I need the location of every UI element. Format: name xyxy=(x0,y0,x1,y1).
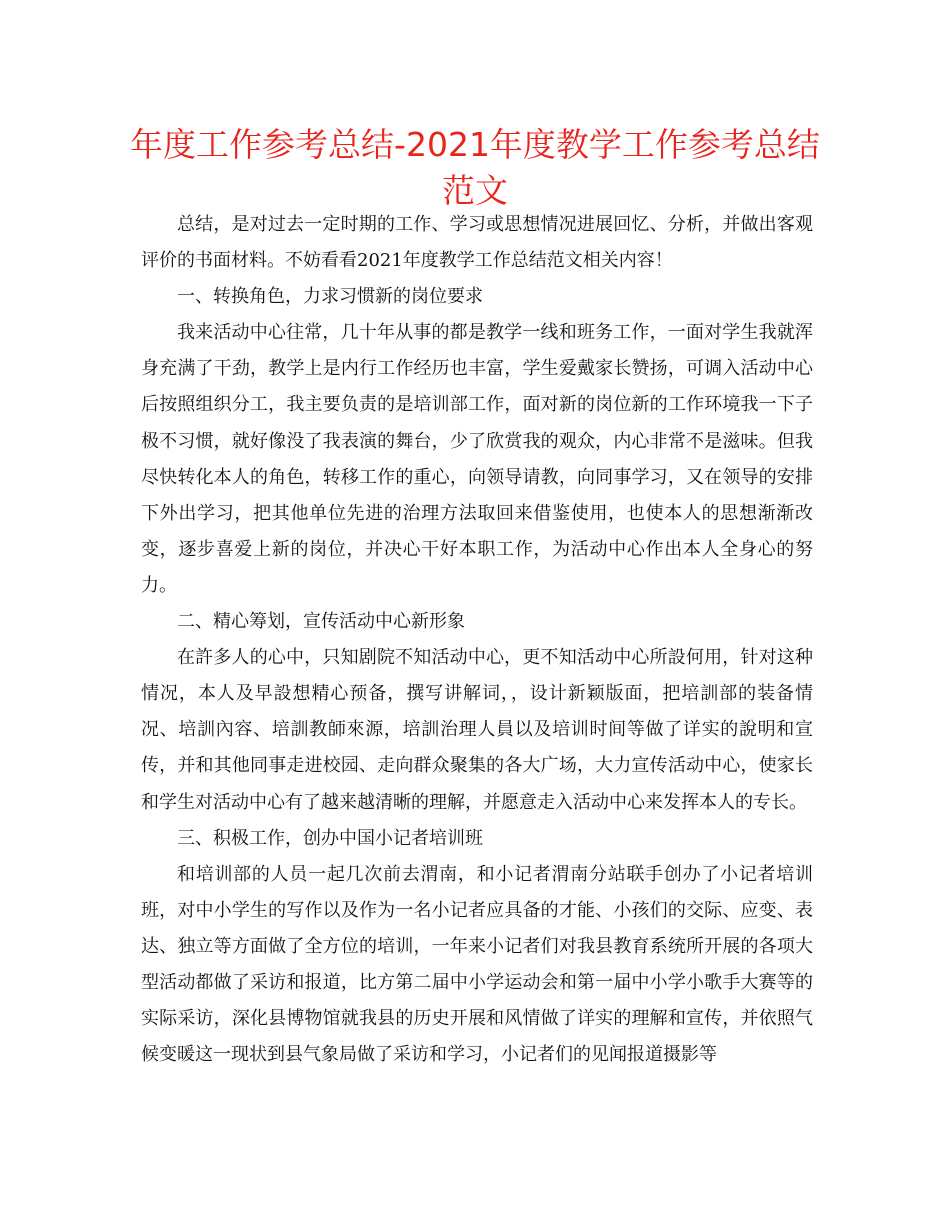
section-1-paragraph: 我来活动中心往常，几十年从事的都是教学一线和班务工作，一面对学生我就浑身充满了干劲，教学上是内行工作经历也丰富，学生爱戴家长赞扬，可调入活动中心后按照组织分工，我主要负责的是培训部工作，面对新的岗位新的工作环境我一下子极不习惯，就好像没了我表演的舞台，少了欣赏我的观众，内心非常不是滋味。但我尽快转化本人的角色，转移工作的重心，向领导请教，向同事学习，又在领导的安排下外出学习，把其他单位先进的治理方法取回来借鉴使用，也使本人的思想渐渐改变，逐步喜爱上新的岗位，并决心干好本职工作，为活动中心作出本人全身心的努力。 xyxy=(141,322,813,596)
document-title-line-2: 范文 xyxy=(442,171,508,210)
section-heading-3: 三、积极工作，创办中国小记者培训班 xyxy=(177,827,483,849)
document-body xyxy=(141,207,813,1073)
section-3-paragraph: 和培训部的人员一起几次前去渭南，和小记者渭南分站联手创办了小记者培训班，对中小学生的写作以及作为一名小记者应具备的才能、小孩们的交际、应变、表达、独立等方面做了全方位的培训，一年来小记者们对我县教育系统所开展的各项大型活动都做了采访和报道，比方第二届中小学运动会和第一届中小学小歌手大赛等的实际采访，深化县博物馆就我县的历史开展和风情做了详实的理解和宣传，并依照气候变暖这一现状到县气象局做了采访和学习，小记者们的见闻报道摄影等 xyxy=(141,863,813,1066)
document-title-line-1: 年度工作参考总结-2021年度教学工作参考总结 xyxy=(130,125,820,164)
section-heading-2: 二、精心筹划，宣传活动中心新形象 xyxy=(177,611,465,633)
intro-paragraph: 总结，是对过去一定时期的工作、学习或思想情况进展回忆、分析，并做出客观评价的书面材料。不妨看看2021年度教学工作总结范文相关内容！ xyxy=(141,214,813,272)
section-heading-1: 一、转换角色，力求习惯新的岗位要求 xyxy=(177,286,483,308)
section-2-paragraph: 在許多人的心中，只知剧院不知活动中心，更不知活动中心所設何用，针对这种情况，本人及早設想精心预备，撰写讲解词，，设计新颖版面，把培訓部的装备情况、培訓內容、培訓教師來源，培訓治理人員以及培训时间等做了详实的說明和宣传，并和其他同事走进校园、走向群众聚集的各大广场，大力宣传活动中心，使家长和学生对活动中心有了越来越清晰的理解，并愿意走入活动中心来发挥本人的专长。 xyxy=(141,647,813,813)
